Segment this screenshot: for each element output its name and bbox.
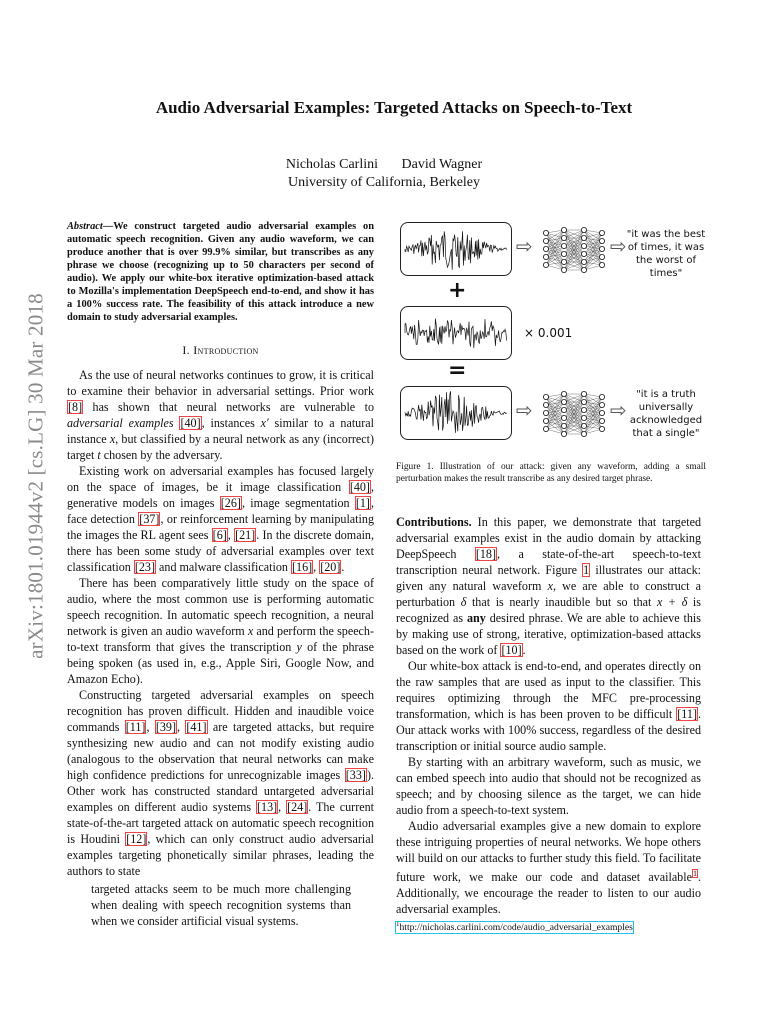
intro-paragraph-2: Existing work on adversarial examples has focused largely on the space of images, be it image classification [40], generative models on images [26], image segmentation [1], face detection [37], or reinforcement learning by manipulating the images the RL agent sees [6], [21]. In the discrete domain, there has been some study of adversarial examples over text classification [23] and malware classification [16], [20]. bbox=[67, 464, 375, 574]
citation-link[interactable]: [16] bbox=[292, 560, 313, 574]
footnote-url-link[interactable] bbox=[396, 922, 633, 933]
arxiv-identifier-text: arXiv:1801.01944v2 [cs.LG] 30 Mar 2018 bbox=[23, 293, 48, 659]
paper-title: Audio Adversarial Examples: Targeted Attacks on Speech-to-Text bbox=[155, 98, 633, 117]
transcription-original: "it was the best of times, it was the worst of times" bbox=[626, 229, 706, 279]
domain-paragraph: Audio adversarial examples give a new domain to explore these intriguing properties of neural networks. We hope others will build on our attacks to further study this field. To facilitate future work, we make our code and dataset available$^1$. Additionally, we encourage the reader to listen to our audio adversarial examples. bbox=[396, 819, 701, 917]
equals-sign: = bbox=[448, 358, 467, 383]
waveform-adversarial bbox=[400, 386, 512, 440]
figure-link[interactable]: 1 bbox=[583, 563, 590, 577]
intro-paragraph-1: As the use of neural networks continues to grow, it is critical to examine their behavior in adversarial settings. Prior work [8] has shown that neural networks are vulnerable to adversarial examples [40], instances x′ similar to a natural instance x, but classified by a neural network as any (incorrect) target t chosen by the adversary. bbox=[67, 368, 374, 462]
arxiv-identifier bbox=[22, 256, 50, 696]
citation-link[interactable]: [24] bbox=[287, 800, 308, 814]
right-column bbox=[396, 514, 701, 917]
citation-link[interactable]: [11] bbox=[677, 707, 697, 721]
citation-link[interactable]: [21] bbox=[235, 528, 256, 542]
citation-link[interactable]: [8] bbox=[68, 400, 83, 414]
citation-link[interactable]: [12] bbox=[126, 832, 147, 846]
footnote-url: http://nicholas.carlini.com/code/audio_adversarial_examples bbox=[399, 922, 633, 934]
author-names bbox=[200, 156, 568, 174]
citation-link[interactable]: [39] bbox=[155, 720, 176, 734]
arrow-right-icon: ⇨ bbox=[516, 234, 533, 258]
citation-link[interactable]: [11] bbox=[125, 720, 146, 734]
section-heading bbox=[67, 342, 374, 358]
abstract-lead: Abstract bbox=[67, 221, 103, 232]
whitebox-paragraph: Our white-box attack is end-to-end, and operates directly on the raw samples that are used as input to the classifier. This requires optimizing through the MFC pre-processing transformation, which is has been proven to be difficult [11]. Our attack works with 100% success, regardless of the desired transcription or initial source audio sample. bbox=[396, 659, 701, 753]
citation-link[interactable]: [40] bbox=[180, 416, 201, 430]
author-name: David Wagner bbox=[401, 157, 483, 172]
arrow-right-icon: ⇨ bbox=[610, 398, 627, 422]
citation-link[interactable]: [23] bbox=[134, 560, 155, 574]
abstract bbox=[67, 220, 374, 324]
intro-paragraph-3: There has been comparatively little study on the space of audio, where the most common use is performing automatic speech recognition. In automatic speech recognition, a neural network is given an audio waveform x and perform the speech-to-text transform that gives the transcription y of the phrase being spoken (as used in, e.g., Apple Siri, Google Now, and Amazon Echo). bbox=[67, 576, 375, 686]
citation-link[interactable]: [41] bbox=[186, 720, 207, 734]
waveform-paragraph: By starting with an arbitrary waveform, such as music, we can embed speech into audio that should not be recognized as speech; and by choosing silence as the target, we can hide audio from a speech-to-text system. bbox=[396, 755, 701, 817]
scale-multiplier: × 0.001 bbox=[524, 326, 573, 340]
section-number: I. bbox=[182, 343, 190, 357]
citation-link[interactable]: [6] bbox=[212, 528, 227, 542]
neural-network-icon bbox=[540, 224, 608, 274]
footnote-link[interactable]: 1 bbox=[692, 869, 697, 878]
intro-paragraph-4: Constructing targeted adversarial examples on speech recognition has proven difficult. Hidden and inaudible voice commands [11], [39], [41] are targeted attacks, but require synthesizing new audio and can not modify existing audio (analogous to the observation that neural networks can make high confidence predictions for unrecognizable images [33]). Other work has constructed standard untargeted adversarial examples on different audio systems [13], [24]. The current state-of-the-art targeted attack on automatic speech recognition is Houdini [12], which can only construct audio adversarial examples targeting phonetically similar phrases, leading the authors to state bbox=[67, 688, 375, 878]
citation-link[interactable]: [10] bbox=[501, 643, 522, 657]
citation-link[interactable]: [26] bbox=[220, 496, 241, 510]
figure-caption: Figure 1. Illustration of our attack: given any waveform, adding a small perturbation makes the result transcribe as any desired target phrase. bbox=[396, 462, 706, 484]
section-title: Introduction bbox=[193, 343, 259, 357]
transcription-target: "it is a truth universally acknowledged that a single" bbox=[629, 389, 703, 439]
citation-link[interactable]: [37] bbox=[139, 512, 160, 526]
author-affiliation: University of California, Berkeley bbox=[287, 175, 481, 190]
citation-link[interactable]: [13] bbox=[257, 800, 278, 814]
author-name: Nicholas Carlini bbox=[285, 157, 378, 172]
neural-network-icon bbox=[540, 388, 608, 438]
citation-link[interactable]: [1] bbox=[355, 496, 370, 510]
waveform-perturbation bbox=[400, 306, 512, 360]
plus-sign: + bbox=[448, 278, 467, 303]
arrow-right-icon: ⇨ bbox=[610, 234, 627, 258]
left-column bbox=[67, 220, 374, 929]
abstract-text: —We construct targeted audio adversarial examples on automatic speech recognition. Given any audio waveform, we can produce another that is over 99.9% similar, but transcribes as any phrase we choose (recognizing up to 50 characters per second of audio). We apply our white-box iterative optimization-based attack to Mozilla's implementation DeepSpeech end-to-end, and show it has a 100% success rate. The feasibility of this attack introduce a new domain to study adversarial examples. bbox=[67, 221, 374, 323]
footnote-mark: 1 bbox=[396, 920, 400, 928]
contributions-paragraph: Contributions. In this paper, we demonstrate that targeted adversarial examples exist in the audio domain by attacking DeepSpeech [18], a state-of-the-art speech-to-text transcription neural network. Figure 1 illustrates our attack: given any natural waveform x, we are able to construct a perturbation δ that is nearly inaudible but so that x + δ is recognized as any desired phrase. We are able to achieve this by making use of strong, iterative, optimization-based attacks based on the work of [10]. bbox=[396, 515, 702, 657]
citation-link[interactable]: [33] bbox=[345, 768, 366, 782]
figure-1 bbox=[396, 218, 708, 458]
citation-link[interactable]: [18] bbox=[475, 547, 497, 561]
citation-link[interactable]: [40] bbox=[349, 480, 370, 494]
footnote bbox=[396, 918, 633, 934]
citation-link[interactable]: [20] bbox=[320, 560, 341, 574]
author-block bbox=[200, 156, 568, 192]
waveform-original bbox=[400, 222, 512, 276]
block-quote: targeted attacks seem to be much more challenging when dealing with speech recognition systems than when we consider artificial visual systems. bbox=[91, 882, 351, 928]
arrow-right-icon: ⇨ bbox=[516, 398, 533, 422]
